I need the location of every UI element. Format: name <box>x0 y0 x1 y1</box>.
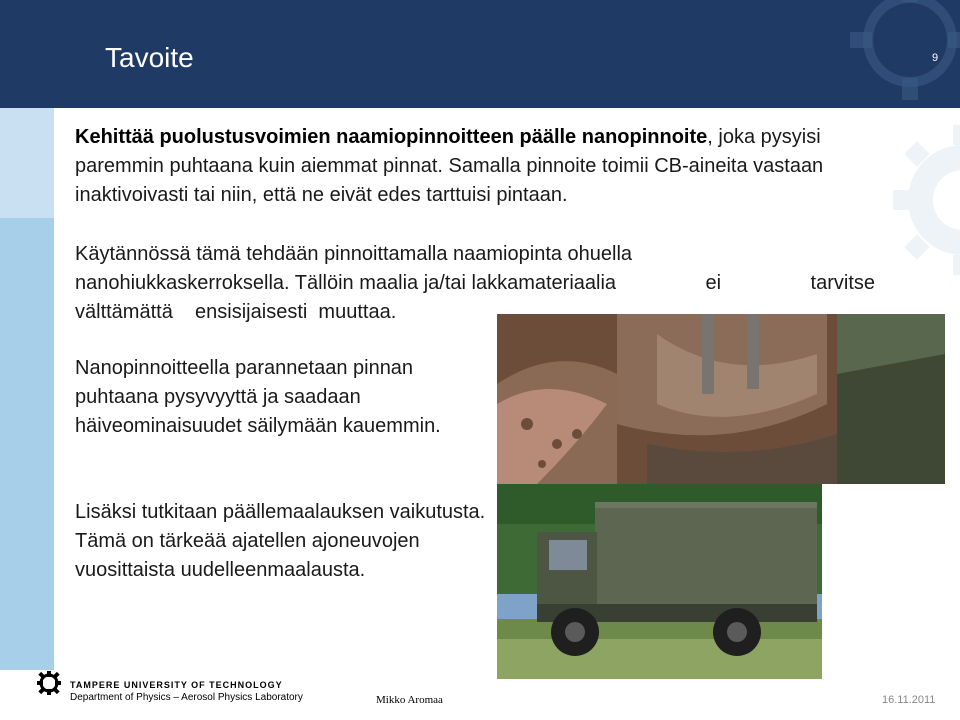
university-name: TAMPERE UNIVERSITY OF TECHNOLOGY <box>70 680 283 690</box>
practice-line-2-c: tarvitse <box>810 272 875 294</box>
practice-line-2-b: ei <box>705 272 722 294</box>
slide-header <box>0 0 960 108</box>
presentation-date: 16.11.2011 <box>882 694 936 706</box>
mud-vehicle-photo <box>497 314 945 484</box>
paragraph-overpainting: Lisäksi tutkitaan päällemaalauksen vaikutusta. Tämä on tärkeää ajatellen ajoneuvojen vuosittaista uudelleenmaalausta. <box>75 501 486 581</box>
practice-line-3: välttämättä ensisijaisesti muuttaa. <box>75 301 397 323</box>
military-truck-photo <box>497 484 822 679</box>
department-name: Department of Physics – Aerosol Physics Laboratory <box>70 692 303 703</box>
practice-line-2 <box>75 269 875 298</box>
practice-line-2-a: nanohiukkaskerroksella. Tällöin maalia ja/tai lakkamateriaalia <box>75 272 617 294</box>
university-gear-logo-icon <box>36 670 62 696</box>
slide-number: 9 <box>932 52 939 64</box>
slide-title: Tavoite <box>105 42 194 73</box>
gear-decoration-icon <box>830 0 960 108</box>
paragraph-nanocoating: Nanopinnoitteella parannetaan pinnan puhtaana pysyvyyttä ja saadaan häiveominaisuudet säilymään kauemmin. <box>75 357 441 437</box>
goal-text: , joka pysyisi paremmin puhtaana kuin aiemmat pinnat. Samalla pinnoite toimii CB-aineita vastaan inaktivoivasti tai niin, että ne eivät edes tarttuisi pintaan. <box>75 126 824 206</box>
left-accent-bar-light <box>0 108 54 218</box>
gear-watermark-icon <box>868 120 960 280</box>
goal-bold-text: Kehittää puolustusvoimien naamiopinnoitteen päälle nanopinnoite <box>75 126 708 148</box>
author-name: Mikko Aromaa <box>376 694 443 706</box>
paragraph-goal <box>75 123 875 210</box>
practice-line-1: Käytännössä tämä tehdään pinnoittamalla naamiopinta ohuella <box>75 243 633 265</box>
